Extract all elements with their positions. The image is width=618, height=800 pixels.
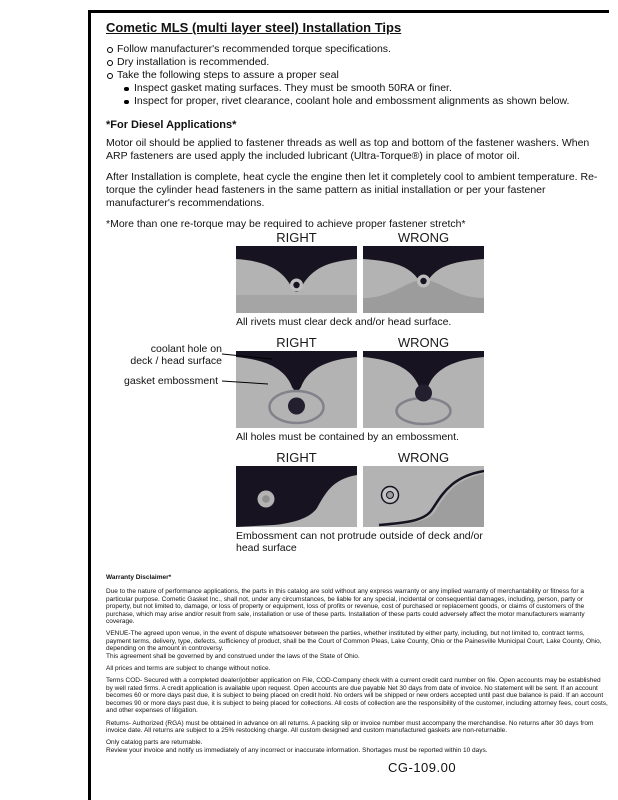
callout-text: coolant hole on — [150, 343, 222, 355]
figure-embossment-wrong — [363, 466, 484, 527]
figure-caption-embossment: Embossment can not protrude outside of deck and/or head surface — [236, 530, 483, 554]
right-label: RIGHT — [276, 335, 317, 350]
embossment-wrong-diagram — [363, 466, 484, 527]
warranty-disclaimer — [106, 574, 608, 754]
figure-rivet-right — [236, 246, 357, 313]
figure-caption-holes: All holes must be contained by an embossment. — [236, 431, 459, 443]
tip-item: Dry installation is recommended. — [106, 56, 602, 69]
tip-item: Take the following steps to assure a proper seal — [106, 69, 602, 82]
tip-item: Follow manufacturer's recommended torque specifications. — [106, 43, 602, 56]
warranty-paragraph: This agreement shall be governed by and construed under the laws of the State of Ohio. — [106, 652, 360, 660]
rivet-wrong-diagram — [363, 246, 484, 313]
figure-hole-wrong — [363, 351, 484, 428]
right-label: RIGHT — [276, 450, 317, 465]
installation-tips-list — [106, 43, 602, 82]
callout-text: deck / head surface — [130, 354, 222, 367]
page-code: CG-109.00 — [388, 760, 457, 775]
figure-section — [236, 230, 496, 561]
page-title: Cometic MLS (multi layer steel) Installation Tips — [106, 20, 402, 35]
warranty-paragraph: Terms COD- Secured with a completed dealer/jobber application on File, COD-Company check with a current credit card number on file. Open accounts may be established by well rated firms. A credit application is available upon request. Open accounts are due payable Net 30 days from date of invoice. No statement will be sent. If an account becomes 60 or more days past due, it is subject to being placed on credit hold. No orders will be shipped or new orders accepted until past due balance is paid. If an account becomes 90 or more days past due, it is subject to being placed for collections. All costs of collection are the responsibility of the customer, including attorney fees, court costs, and other expenses of litigation. — [106, 677, 608, 715]
coolant-hole-wrong-diagram — [363, 351, 484, 428]
wrong-label: WRONG — [397, 230, 450, 245]
figure-rivet-wrong — [363, 246, 484, 313]
warranty-heading: Warranty Disclaimer* — [106, 574, 172, 581]
callout-pointer-lines — [222, 350, 274, 390]
warranty-paragraph: Only catalog parts are returnable. — [106, 739, 203, 747]
embossment-right-diagram — [236, 466, 357, 527]
figure-row3-labels — [236, 450, 496, 466]
rivet-right-diagram — [236, 246, 357, 313]
figure-caption-rivets: All rivets must clear deck and/or head surface. — [236, 316, 452, 328]
figure-row1 — [236, 246, 496, 313]
diesel-paragraph: Motor oil should be applied to fastener threads as well as top and bottom of the fastener washers. When ARP fasteners are used apply the included lubricant (Ultra-Torque®) in place of motor oil. — [106, 137, 590, 162]
main-content — [106, 20, 602, 239]
figure-embossment-right — [236, 466, 357, 527]
coolant-hole — [288, 398, 305, 415]
subtip-item: Inspect for proper, rivet clearance, coolant hole and embossment alignments as shown below. — [123, 95, 602, 108]
figure-row1-labels — [236, 230, 496, 246]
diesel-applications-heading: *For Diesel Applications* — [106, 119, 237, 131]
coolant-hole — [415, 385, 432, 402]
figure-row2 — [236, 351, 496, 428]
warranty-paragraph: All prices and terms are subject to change without notice. — [106, 665, 271, 673]
figure-row2-labels — [236, 335, 496, 351]
diesel-paragraph: After Installation is complete, heat cycle the engine then let it completely cool to ambient temperature. Re-torque the cylinder head fasteners in the same pattern as initial installation or per your fastener manufacturer's recommendations. — [106, 171, 598, 209]
subtip-item: Inspect gasket mating surfaces. They must be smooth 50RA or finer. — [123, 82, 602, 95]
figure-row3 — [236, 466, 496, 527]
warranty-paragraph: Review your invoice and notify us immediately of any incorrect or inaccurate information. Shortages must be reported within 10 days. — [106, 746, 488, 754]
warranty-paragraph: Returns- Authorized (RGA) must be obtained in advance on all returns. A packing slip or invoice number must accompany the merchandise. No returns after 30 days from invoice date. All returns are subject to a 25% restocking charge. All custom designed and custom manufactured gaskets are non-returnable. — [106, 719, 594, 734]
warranty-paragraph: VENUE-The agreed upon venue, in the event of dispute whatsoever between the parties, whether instituted by either party, including, but not limited to, contract terms, payment terms, delivery, type, defects, sufficiency of product, shall be the Court of Common Pleas, Lake County, Ohio or the Painesville Municipal Court, Lake County, Ohio, depending on the amount in controversy. — [106, 630, 602, 653]
warranty-paragraph: Due to the nature of performance applications, the parts in this catalog are sold without any express warranty or any implied warranty of merchantability or fitness for a particular purpose. Cometic Gasket Inc., shall not, under any circumstances, be liable for any special, incidental or consequential damages, including, person, party or property, but not limited to, damage, or loss of property or equipment, loss of profits or revenue, cost of purchased or replacement goods, or claims of customers of the purchase, which may arise and/or result from sale, installation or use of these parts. Installation of these parts could adversely affect the motor manufacturers warranty coverage. — [106, 588, 585, 626]
callout-coolant-hole-label — [126, 344, 222, 367]
right-label: RIGHT — [276, 230, 317, 245]
wrong-label: WRONG — [397, 335, 450, 350]
retorque-note: *More than one re-torque may be required to achieve proper fastener stretch* — [106, 218, 466, 230]
installation-subtips-list — [123, 82, 602, 108]
callout-gasket-embossment-label: gasket embossment — [124, 375, 218, 387]
wrong-label: WRONG — [397, 450, 450, 465]
